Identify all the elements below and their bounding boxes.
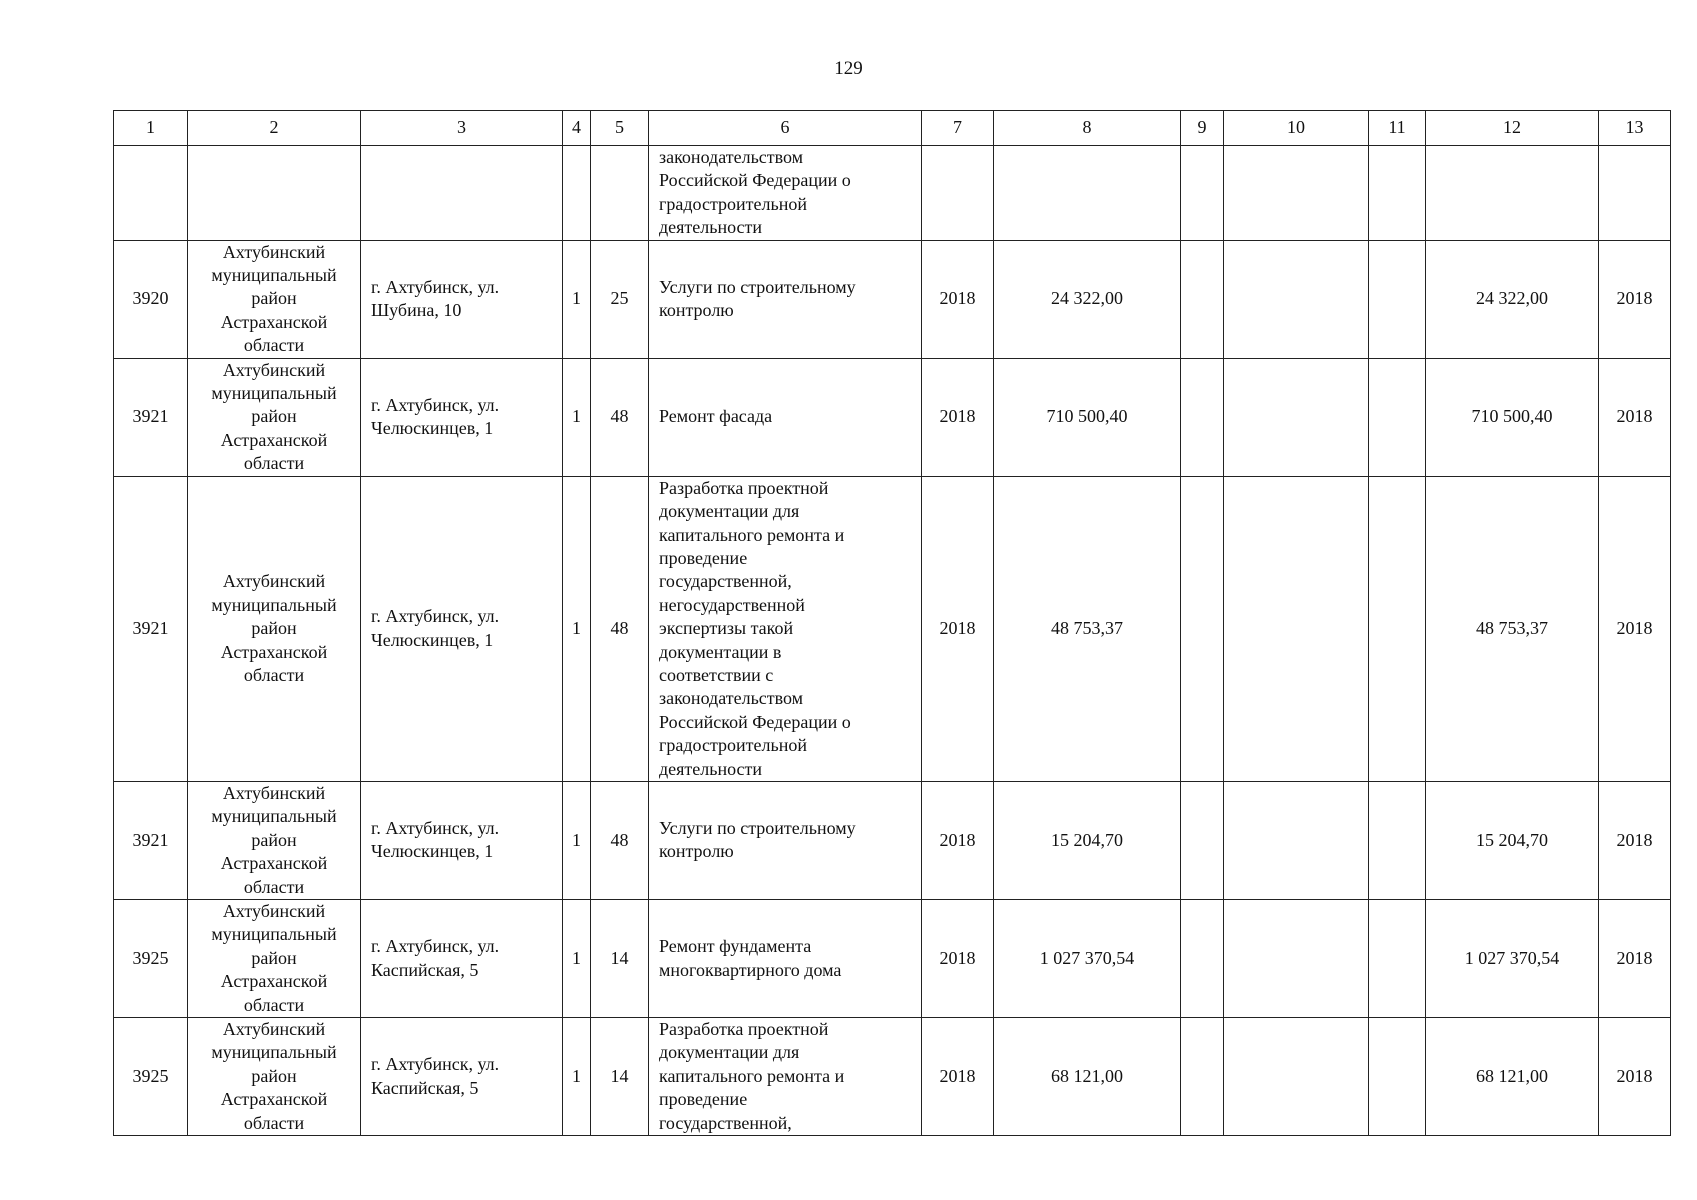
table-cell-col-13: 2018 xyxy=(1599,781,1671,899)
column-header-6: 6 xyxy=(649,111,922,146)
table-cell-col-9 xyxy=(1181,476,1224,781)
table-cell-col-10 xyxy=(1224,240,1369,358)
table-cell-col-7 xyxy=(922,146,994,241)
table-cell-col-8: 15 204,70 xyxy=(994,781,1181,899)
table-cell-col-10 xyxy=(1224,1018,1369,1136)
table-cell-col-2: Ахтубинский муниципальный район Астраханской области xyxy=(188,240,361,358)
table-cell-col-11 xyxy=(1369,900,1426,1018)
table-cell-col-11 xyxy=(1369,781,1426,899)
table-cell-col-3: г. Ахтубинск, ул. Челюскинцев, 1 xyxy=(361,781,563,899)
table-cell-col-9 xyxy=(1181,781,1224,899)
table-cell-col-5: 48 xyxy=(591,476,649,781)
table-cell-col-9 xyxy=(1181,900,1224,1018)
table-cell-col-1: 3925 xyxy=(114,1018,188,1136)
table-cell-col-5: 14 xyxy=(591,1018,649,1136)
table-cell-col-11 xyxy=(1369,146,1426,241)
table-cell-col-11 xyxy=(1369,476,1426,781)
table-cell-col-12: 15 204,70 xyxy=(1426,781,1599,899)
table-cell-col-13: 2018 xyxy=(1599,476,1671,781)
table-cell-col-8: 710 500,40 xyxy=(994,358,1181,476)
table-cell-col-1: 3921 xyxy=(114,781,188,899)
table-cell-col-10 xyxy=(1224,781,1369,899)
table-cell-col-11 xyxy=(1369,358,1426,476)
table-cell-col-2: Ахтубинский муниципальный район Астраханской области xyxy=(188,476,361,781)
table-cell-col-13: 2018 xyxy=(1599,358,1671,476)
column-header-11: 11 xyxy=(1369,111,1426,146)
table-cell-col-8 xyxy=(994,146,1181,241)
table-cell-col-1: 3925 xyxy=(114,900,188,1018)
table-cell-col-13 xyxy=(1599,146,1671,241)
table-cell-col-4: 1 xyxy=(563,476,591,781)
table-cell-col-6: законодательством Российской Федерации о градостроительной деятельности xyxy=(649,146,922,241)
table-cell-col-10 xyxy=(1224,476,1369,781)
table-cell-col-1: 3920 xyxy=(114,240,188,358)
table-cell-col-2: Ахтубинский муниципальный район Астраханской области xyxy=(188,1018,361,1136)
table-cell-col-5: 48 xyxy=(591,781,649,899)
table-cell-col-8: 68 121,00 xyxy=(994,1018,1181,1136)
table-cell-col-13: 2018 xyxy=(1599,240,1671,358)
table-cell-col-9 xyxy=(1181,146,1224,241)
table-cell-col-13: 2018 xyxy=(1599,1018,1671,1136)
data-table xyxy=(113,110,1671,1136)
table-cell-col-11 xyxy=(1369,240,1426,358)
table-cell-col-6: Разработка проектной документации для капитального ремонта и проведение государственной, xyxy=(649,1018,922,1136)
table-cell-col-4: 1 xyxy=(563,900,591,1018)
table-cell-col-1 xyxy=(114,146,188,241)
table-cell-col-13: 2018 xyxy=(1599,900,1671,1018)
table-cell-col-5 xyxy=(591,146,649,241)
table-cell-col-10 xyxy=(1224,146,1369,241)
table-row xyxy=(114,358,1671,476)
table-cell-col-7: 2018 xyxy=(922,358,994,476)
table-cell-col-4: 1 xyxy=(563,240,591,358)
column-header-1: 1 xyxy=(114,111,188,146)
page-number: 129 xyxy=(834,58,863,79)
table-cell-col-3 xyxy=(361,146,563,241)
column-header-7: 7 xyxy=(922,111,994,146)
table-cell-col-8: 1 027 370,54 xyxy=(994,900,1181,1018)
table-cell-col-6: Услуги по строительному контролю xyxy=(649,781,922,899)
table-cell-col-7: 2018 xyxy=(922,1018,994,1136)
table-cell-col-7: 2018 xyxy=(922,240,994,358)
table-row xyxy=(114,1018,1671,1136)
table-cell-col-8: 24 322,00 xyxy=(994,240,1181,358)
table-cell-col-4: 1 xyxy=(563,1018,591,1136)
table-cell-col-6: Разработка проектной документации для капитального ремонта и проведение государственной, негосударственной экспертизы такой документации в соответствии с законодательством Российской Федерации о градостроительной деятельности xyxy=(649,476,922,781)
column-header-12: 12 xyxy=(1426,111,1599,146)
table-header-row xyxy=(114,111,1671,146)
table-cell-col-5: 14 xyxy=(591,900,649,1018)
table-cell-col-4 xyxy=(563,146,591,241)
table-row xyxy=(114,146,1671,241)
table-cell-col-2: Ахтубинский муниципальный район Астраханской области xyxy=(188,358,361,476)
table-cell-col-12: 710 500,40 xyxy=(1426,358,1599,476)
table-cell-col-12 xyxy=(1426,146,1599,241)
table-cell-col-2 xyxy=(188,146,361,241)
table-cell-col-12: 24 322,00 xyxy=(1426,240,1599,358)
table-row xyxy=(114,476,1671,781)
table-cell-col-12: 1 027 370,54 xyxy=(1426,900,1599,1018)
table-row xyxy=(114,900,1671,1018)
table-cell-col-11 xyxy=(1369,1018,1426,1136)
table-cell-col-5: 48 xyxy=(591,358,649,476)
table-row xyxy=(114,781,1671,899)
table-cell-col-10 xyxy=(1224,358,1369,476)
table-cell-col-4: 1 xyxy=(563,781,591,899)
table-cell-col-5: 25 xyxy=(591,240,649,358)
table-cell-col-12: 68 121,00 xyxy=(1426,1018,1599,1136)
table-cell-col-3: г. Ахтубинск, ул. Челюскинцев, 1 xyxy=(361,358,563,476)
table-cell-col-1: 3921 xyxy=(114,476,188,781)
table-cell-col-9 xyxy=(1181,358,1224,476)
table-cell-col-8: 48 753,37 xyxy=(994,476,1181,781)
table-cell-col-7: 2018 xyxy=(922,781,994,899)
column-header-9: 9 xyxy=(1181,111,1224,146)
table-cell-col-6: Услуги по строительному контролю xyxy=(649,240,922,358)
table-cell-col-7: 2018 xyxy=(922,476,994,781)
table-cell-col-9 xyxy=(1181,240,1224,358)
table-cell-col-1: 3921 xyxy=(114,358,188,476)
column-header-3: 3 xyxy=(361,111,563,146)
table-cell-col-10 xyxy=(1224,900,1369,1018)
table-cell-col-4: 1 xyxy=(563,358,591,476)
column-header-4: 4 xyxy=(563,111,591,146)
table-cell-col-9 xyxy=(1181,1018,1224,1136)
table-cell-col-3: г. Ахтубинск, ул. Челюскинцев, 1 xyxy=(361,476,563,781)
column-header-5: 5 xyxy=(591,111,649,146)
table-cell-col-2: Ахтубинский муниципальный район Астраханской области xyxy=(188,781,361,899)
column-header-8: 8 xyxy=(994,111,1181,146)
table-cell-col-7: 2018 xyxy=(922,900,994,1018)
table-cell-col-3: г. Ахтубинск, ул. Каспийская, 5 xyxy=(361,1018,563,1136)
table-cell-col-6: Ремонт фасада xyxy=(649,358,922,476)
table-cell-col-6: Ремонт фундамента многоквартирного дома xyxy=(649,900,922,1018)
column-header-10: 10 xyxy=(1224,111,1369,146)
column-header-13: 13 xyxy=(1599,111,1671,146)
table-cell-col-3: г. Ахтубинск, ул. Каспийская, 5 xyxy=(361,900,563,1018)
table-cell-col-3: г. Ахтубинск, ул. Шубина, 10 xyxy=(361,240,563,358)
table-row xyxy=(114,240,1671,358)
column-header-2: 2 xyxy=(188,111,361,146)
table-cell-col-2: Ахтубинский муниципальный район Астраханской области xyxy=(188,900,361,1018)
table-cell-col-12: 48 753,37 xyxy=(1426,476,1599,781)
